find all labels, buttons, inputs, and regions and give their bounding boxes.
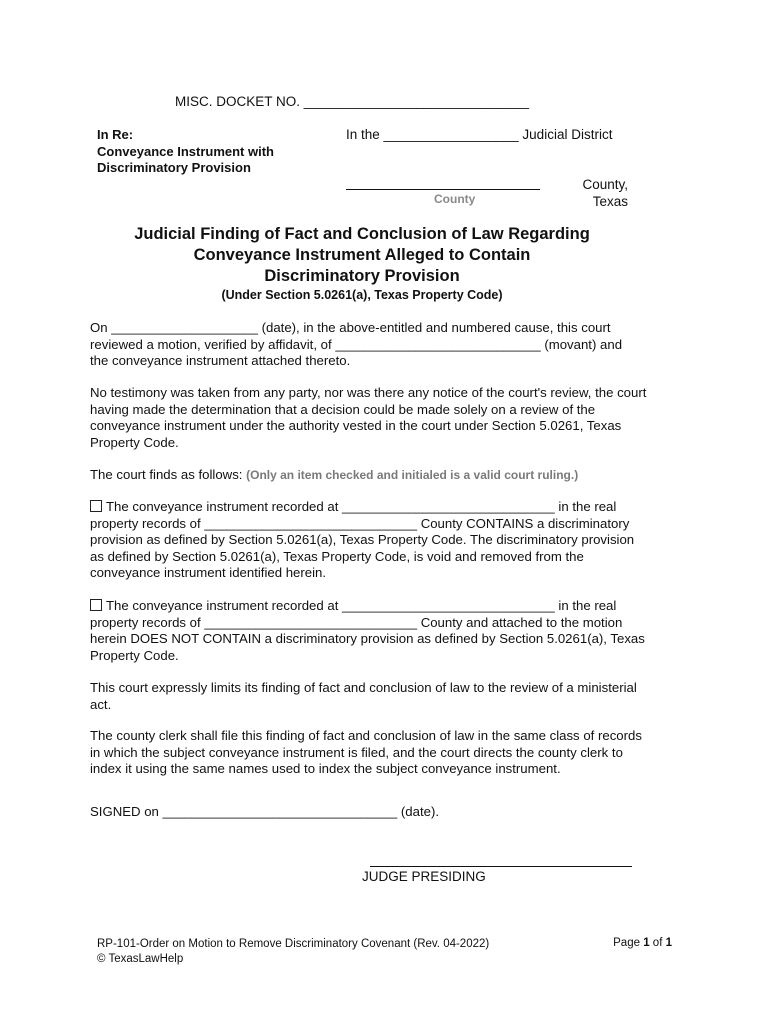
title-line: Conveyance Instrument Alleged to Contain bbox=[193, 246, 531, 264]
text-line: conveyance instrument under the authority vested in the court under Section 5.0261, Texas bbox=[90, 418, 622, 433]
in-re-line: Conveyance Instrument with bbox=[97, 143, 274, 159]
not-contains-checkbox[interactable] bbox=[90, 599, 102, 611]
in-re-caption bbox=[97, 127, 274, 177]
text-line: act. bbox=[90, 696, 112, 712]
docket-number: MISC. DOCKET NO. ______________________________ bbox=[175, 94, 530, 109]
judge-presiding-label: JUDGE PRESIDING bbox=[362, 869, 486, 884]
clerk-paragraph bbox=[90, 728, 670, 778]
document-subtitle: (Under Section 5.0261(a), Texas Property Code) bbox=[221, 288, 503, 302]
text-line: Property Code. bbox=[90, 647, 179, 663]
contains-checkbox[interactable] bbox=[90, 500, 102, 512]
in-re-line: Discriminatory Provision bbox=[97, 160, 251, 175]
title-line: Judicial Finding of Fact and Conclusion of Law Regarding bbox=[134, 225, 590, 243]
text-line: as defined by Section 5.0261(a), Texas Property Code, is void and removed from the bbox=[90, 548, 584, 564]
motion-paragraph bbox=[90, 320, 670, 370]
state-label: Texas bbox=[592, 194, 628, 209]
page-number bbox=[560, 937, 672, 949]
text-line: property records of _____________________________ County and attached to the motion bbox=[90, 614, 623, 630]
county-caption: County bbox=[434, 192, 476, 206]
text-line: This court expressly limits its finding of fact and conclusion of law to the review of a ministerial bbox=[90, 680, 637, 695]
text-line: having made the determination that a decision could be made solely on a review of the bbox=[90, 401, 596, 417]
judicial-district: In the __________________ Judicial District bbox=[346, 127, 613, 142]
text-line: provision as defined by Section 5.0261(a), Texas Property Code. The discriminatory provision bbox=[90, 532, 635, 547]
form-footer bbox=[97, 937, 489, 967]
text-line: conveyance instrument identified herein. bbox=[90, 565, 327, 580]
option-not-contains bbox=[90, 598, 670, 664]
copyright: © TexasLawHelp bbox=[97, 953, 184, 965]
text-line: the conveyance instrument attached thereto. bbox=[90, 353, 351, 368]
in-re-line: In Re: bbox=[97, 127, 134, 142]
text-line: No testimony was taken from any party, nor was there any notice of the court's review, the court bbox=[90, 385, 647, 400]
page-prefix: Page bbox=[613, 937, 644, 949]
text-line: property records of _____________________________ County CONTAINS a discriminatory bbox=[90, 515, 630, 531]
text-line: in which the subject conveyance instrument is filed, and the court directs the county clerk to bbox=[90, 744, 623, 760]
page-total: 1 bbox=[665, 937, 672, 949]
findings-label: The court finds as follows: bbox=[90, 467, 247, 482]
review-paragraph bbox=[90, 385, 670, 451]
text-line: The conveyance instrument recorded at _____________________________ in the real bbox=[106, 499, 617, 514]
option-contains bbox=[90, 499, 670, 582]
text-line: On ____________________ (date), in the above-entitled and numbered cause, this court bbox=[90, 320, 611, 335]
text-line: Property Code. bbox=[90, 434, 179, 450]
findings-note: (Only an item checked and initialed is a valid court ruling.) bbox=[246, 468, 579, 482]
document-title bbox=[60, 224, 664, 287]
text-line: reviewed a motion, verified by affidavit, of ____________________________ (movant) and bbox=[90, 336, 623, 352]
county-blank[interactable] bbox=[346, 175, 540, 190]
text-line: herein DOES NOT CONTAIN a discriminatory provision as defined by Section 5.0261(a), Texas bbox=[90, 631, 645, 646]
signed-date: SIGNED on ________________________________ (date). bbox=[90, 804, 440, 819]
text-line: index it using the same names used to index the subject conveyance instrument. bbox=[90, 761, 561, 776]
form-id: RP-101-Order on Motion to Remove Discriminatory Covenant (Rev. 04-2022) bbox=[97, 938, 490, 950]
title-line: Discriminatory Provision bbox=[264, 267, 460, 285]
text-line: The county clerk shall file this finding of fact and conclusion of law in the same class of records bbox=[90, 728, 642, 743]
limits-paragraph bbox=[90, 680, 670, 713]
county-state bbox=[540, 176, 628, 210]
page-of: of bbox=[649, 937, 666, 949]
county-label: County, bbox=[582, 177, 628, 192]
judge-signature-line[interactable] bbox=[370, 852, 632, 867]
text-line: The conveyance instrument recorded at _____________________________ in the real bbox=[106, 598, 617, 613]
findings-intro bbox=[90, 467, 670, 484]
page-current: 1 bbox=[643, 937, 650, 949]
